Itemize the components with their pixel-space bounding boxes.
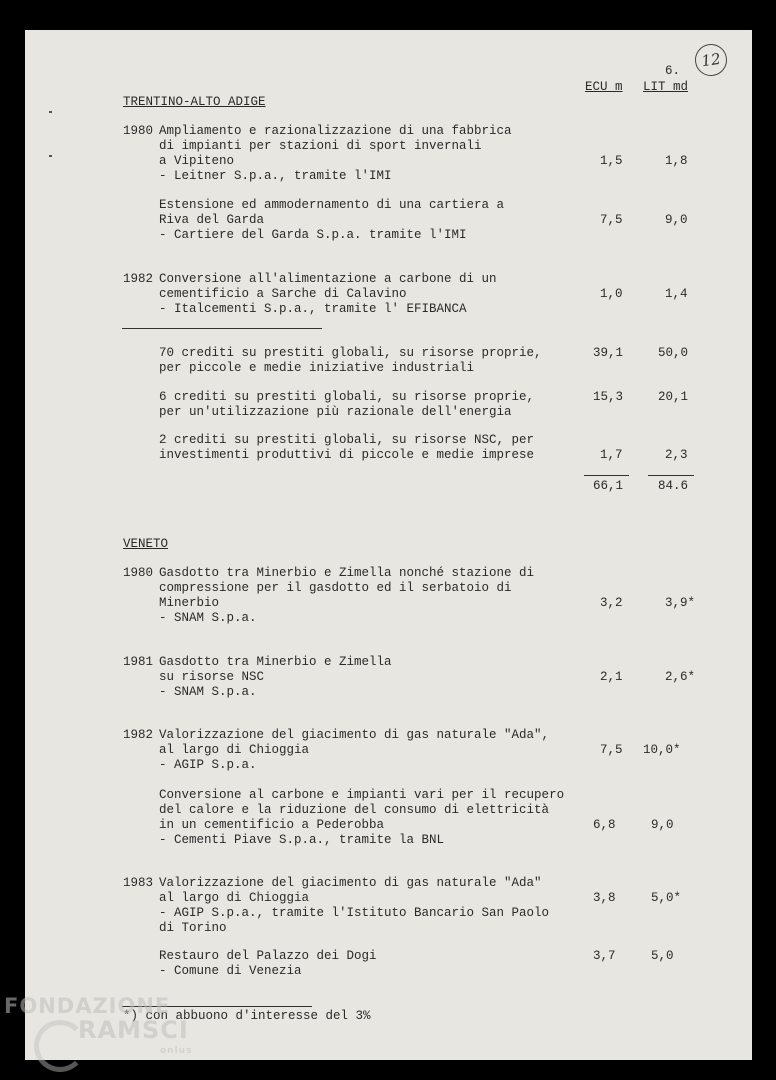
margin-mark — [49, 155, 52, 157]
entry-ecu: 1,0 — [600, 287, 623, 301]
entry-text: 6 crediti su prestiti globali, su risorse proprie, — [159, 390, 535, 404]
entry-text: Gasdotto tra Minerbio e Zimella nonché stazione di — [159, 566, 535, 580]
entry-ecu: 3,2 — [600, 596, 623, 610]
entry-text: Valorizzazione del giacimento di gas naturale "Ada", — [159, 728, 550, 742]
entry-lit: 20,1 — [658, 390, 689, 404]
entry-year: 1982 — [123, 272, 154, 286]
entry-ecu: 7,5 — [600, 743, 623, 757]
column-header-lit: LIT md — [643, 80, 689, 94]
page-number: 6. — [665, 64, 681, 78]
entry-lit: 5,0 — [651, 949, 674, 963]
entry-text: - SNAM S.p.a. — [159, 611, 257, 625]
entry-ecu: 6,8 — [593, 818, 616, 832]
entry-text: Minerbio — [159, 596, 220, 610]
entry-ecu: 1,5 — [600, 154, 623, 168]
entry-text: - SNAM S.p.a. — [159, 685, 257, 699]
column-header-ecu: ECU m — [585, 80, 623, 94]
entry-text: Gasdotto tra Minerbio e Zimella — [159, 655, 392, 669]
entry-lit: 5,0* — [651, 891, 682, 905]
entry-text: cementificio a Sarche di Calavino — [159, 287, 407, 301]
entry-text: di impianti per stazioni di sport invernali — [159, 139, 482, 153]
total-lit: 84.6 — [658, 479, 689, 493]
section-divider — [122, 328, 322, 329]
watermark-line2: RAMSCI — [78, 1016, 189, 1044]
entry-text: Ampliamento e razionalizzazione di una fabbrica — [159, 124, 512, 138]
entry-lit: 9,0 — [665, 213, 688, 227]
total-rule-lit — [648, 475, 694, 476]
entry-ecu: 1,7 — [600, 448, 623, 462]
entry-text: per piccole e medie iniziative industriali — [159, 361, 475, 375]
margin-mark — [49, 111, 52, 113]
region-title-trentino: TRENTINO-ALTO ADIGE — [123, 95, 266, 109]
entry-ecu: 7,5 — [600, 213, 623, 227]
entry-ecu: 3,7 — [593, 949, 616, 963]
entry-text: - AGIP S.p.a. — [159, 758, 257, 772]
total-ecu: 66,1 — [593, 479, 624, 493]
entry-text: a Vipiteno — [159, 154, 235, 168]
watermark-line3: onlus — [160, 1046, 193, 1056]
entry-text: del calore e la riduzione del consumo di elettricità — [159, 803, 550, 817]
entry-lit: 1,8 — [665, 154, 688, 168]
entry-text: al largo di Chioggia — [159, 891, 310, 905]
entry-text: Conversione al carbone e impianti vari per il recupero — [159, 788, 565, 802]
entry-text: - Cementi Piave S.p.a., tramite la BNL — [159, 833, 445, 847]
entry-text: Conversione all'alimentazione a carbone di un — [159, 272, 497, 286]
entry-lit: 1,4 — [665, 287, 688, 301]
entry-text: su risorse NSC — [159, 670, 265, 684]
entry-text: - Italcementi S.p.a., tramite l' EFIBANCA — [159, 302, 467, 316]
entry-lit: 2,6* — [665, 670, 696, 684]
entry-text: Valorizzazione del giacimento di gas naturale "Ada" — [159, 876, 542, 890]
footnote: *) con abbuono d'interesse del 3% — [123, 1009, 371, 1023]
entry-ecu: 39,1 — [593, 346, 624, 360]
entry-text: di Torino — [159, 921, 227, 935]
entry-year: 1980 — [123, 566, 154, 580]
entry-lit: 2,3 — [665, 448, 688, 462]
entry-lit: 10,0* — [643, 743, 681, 757]
entry-ecu: 2,1 — [600, 670, 623, 684]
entry-ecu: 3,8 — [593, 891, 616, 905]
entry-year: 1980 — [123, 124, 154, 138]
entry-year: 1983 — [123, 876, 154, 890]
entry-text: - Comune di Venezia — [159, 964, 302, 978]
entry-text: - Leitner S.p.a., tramite l'IMI — [159, 169, 392, 183]
entry-text: Restauro del Palazzo dei Dogi — [159, 949, 377, 963]
entry-year: 1982 — [123, 728, 154, 742]
entry-text: - AGIP S.p.a., tramite l'Istituto Bancario San Paolo — [159, 906, 550, 920]
entry-text: investimenti produttivi di piccole e medie imprese — [159, 448, 535, 462]
entry-text: 70 crediti su prestiti globali, su risorse proprie, — [159, 346, 542, 360]
entry-lit: 9,0 — [651, 818, 674, 832]
total-rule-ecu — [584, 475, 629, 476]
entry-text: - Cartiere del Garda S.p.a. tramite l'IMI — [159, 228, 467, 242]
entry-year: 1981 — [123, 655, 154, 669]
watermark-line1: FONDAZIONE — [4, 994, 171, 1018]
entry-text: al largo di Chioggia — [159, 743, 310, 757]
entry-lit: 50,0 — [658, 346, 689, 360]
entry-ecu: 15,3 — [593, 390, 624, 404]
region-title-veneto: VENETO — [123, 537, 169, 551]
entry-lit: 3,9* — [665, 596, 696, 610]
entry-text: in un cementificio a Pederobba — [159, 818, 385, 832]
archive-number-stamp: 12 — [693, 42, 729, 78]
entry-text: per un'utilizzazione più razionale dell'energia — [159, 405, 512, 419]
entry-text: 2 crediti su prestiti globali, su risorse NSC, per — [159, 433, 535, 447]
entry-text: compressione per il gasdotto ed il serbatoio di — [159, 581, 512, 595]
entry-text: Estensione ed ammodernamento di una cartiera a — [159, 198, 505, 212]
entry-text: Riva del Garda — [159, 213, 265, 227]
